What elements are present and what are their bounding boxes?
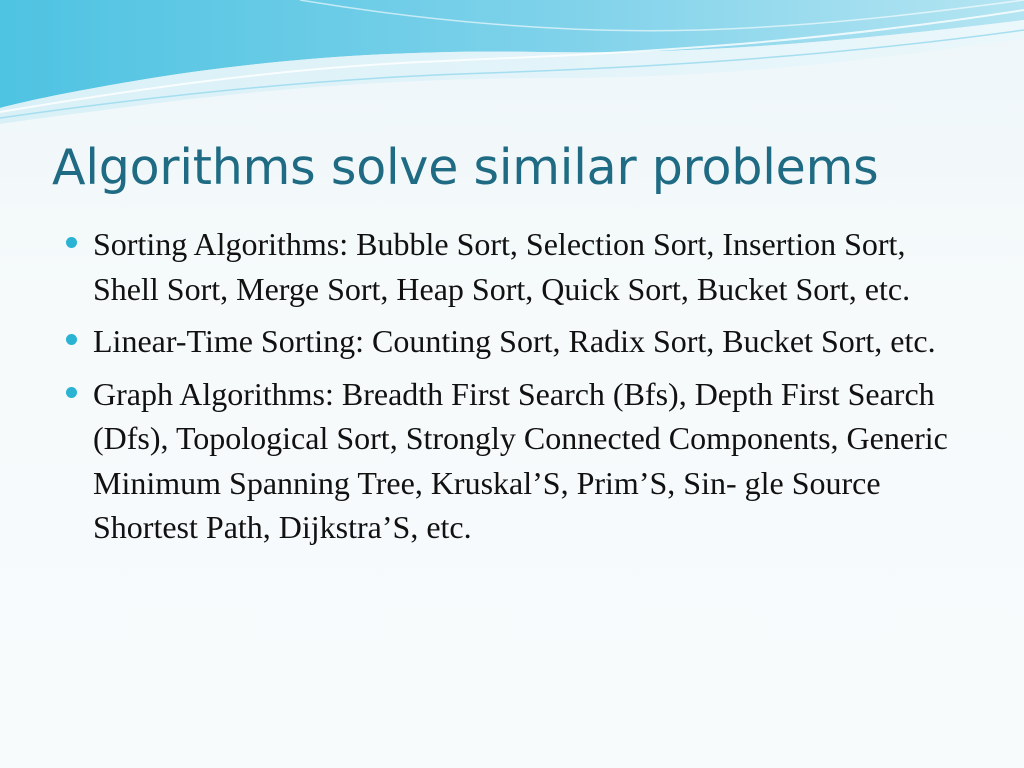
- header-wave-decoration: [0, 0, 1024, 130]
- bullet-list: [64, 222, 964, 558]
- bullet-icon: [66, 334, 77, 345]
- slide-title: Algorithms solve similar problems: [52, 139, 879, 196]
- bullet-text: Sorting Algorithms: Bubble Sort, Selection Sort, Insertion Sort, Shell Sort, Merge Sort, Heap Sort, Quick Sort, Bucket Sort, etc.: [93, 226, 911, 307]
- bullet-icon: [66, 387, 77, 398]
- bullet-item-graph: [64, 372, 964, 550]
- bullet-icon: [66, 237, 77, 248]
- bullet-item-sorting: [64, 222, 964, 311]
- bullet-item-linear-time: [64, 319, 964, 364]
- bullet-text: Linear-Time Sorting: Counting Sort, Radix Sort, Bucket Sort, etc.: [93, 323, 936, 359]
- bullet-text: Graph Algorithms: Breadth First Search (Bfs), Depth First Search (Dfs), Topological Sort, Strongly Connected Components, Generic Minimum Spanning Tree, Kruskal’S, Prim’S, Sin- gle Source Shortest Path, Dijkstra’S, etc.: [93, 375, 948, 545]
